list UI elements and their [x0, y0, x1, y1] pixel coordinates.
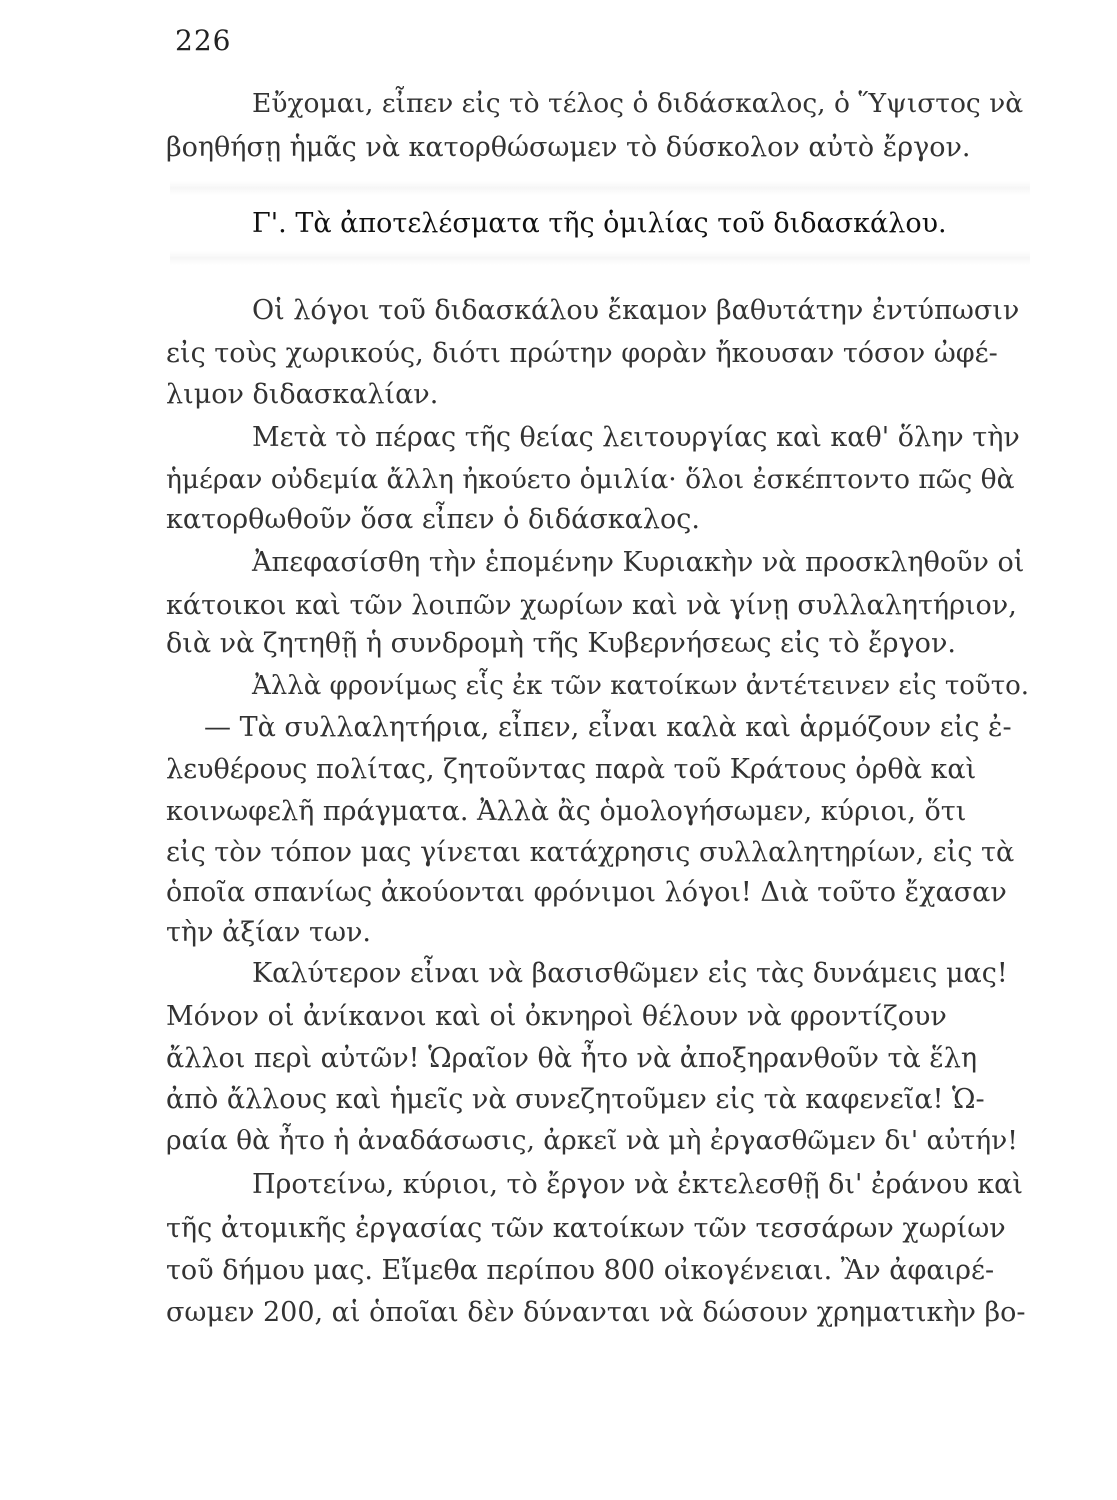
text-line: βοηθήσῃ ἡμᾶς νὰ κατορθώσωμεν τὸ δύσκολον αὐτὸ ἔργον. — [166, 132, 971, 163]
text-line: κάτοικοι καὶ τῶν λοιπῶν χωρίων καὶ νὰ γίνῃ συλλαλητήριον, — [166, 590, 1017, 621]
text-line: λιμον διδασκαλίαν. — [166, 379, 439, 410]
text-line: λευθέρους πολίτας, ζητοῦντας παρὰ τοῦ Κράτους ὀρθὰ καὶ — [166, 754, 977, 785]
text-line: ραία θὰ ἦτο ἡ ἀναδάσωσις, ἀρκεῖ νὰ μὴ ἐργασθῶμεν δι' αὐτήν! — [166, 1125, 1018, 1156]
text-line: Εὔχομαι, εἶπεν εἰς τὸ τέλος ὁ διδάσκαλος, ὁ Ὕψιστος νὰ — [252, 88, 1024, 119]
text-line: ὁποῖα σπανίως ἀκούονται φρόνιμοι λόγοι! Διὰ τοῦτο ἔχασαν — [166, 877, 1007, 908]
text-line: εἰς τοὺς χωρικούς, διότι πρώτην φορὰν ἤκουσαν τόσον ὠφέ- — [166, 338, 998, 369]
text-line: διὰ νὰ ζητηθῇ ἡ συνδρομὴ τῆς Κυβερνήσεως εἰς τὸ ἔργον. — [166, 628, 956, 659]
text-line: σωμεν 200, αἱ ὁποῖαι δὲν δύνανται νὰ δώσουν χρηματικὴν βο- — [166, 1297, 1026, 1328]
text-line: ἡμέραν οὐδεμία ἄλλη ἠκούετο ὁμιλία· ὅλοι ἐσκέπτοντο πῶς θὰ — [166, 464, 1015, 495]
faint-divider — [170, 181, 1030, 195]
text-line: Ἀπεφασίσθη τὴν ἑπομένην Κυριακὴν νὰ προσκληθοῦν οἱ — [252, 547, 1025, 578]
text-line: Οἱ λόγοι τοῦ διδασκάλου ἔκαμον βαθυτάτην ἐντύπωσιν — [252, 295, 1020, 326]
text-line: κατορθωθοῦν ὅσα εἶπεν ὁ διδάσκαλος. — [166, 504, 700, 535]
text-line: Μόνον οἱ ἀνίκανοι καὶ οἱ ὀκνηροὶ θέλουν νὰ φροντίζουν — [166, 1001, 947, 1032]
text-line: Καλύτερον εἶναι νὰ βασισθῶμεν εἰς τὰς δυνάμεις μας! — [252, 958, 1008, 989]
section-heading: Γ'. Τὰ ἀποτελέσματα τῆς ὁμιλίας τοῦ διδασκάλου. — [252, 208, 947, 239]
text-line: τοῦ δήμου μας. Εἴμεθα περίπου 800 οἰκογένειαι. Ἂν ἀφαιρέ- — [166, 1255, 995, 1286]
text-line: Μετὰ τὸ πέρας τῆς θείας λειτουργίας καὶ καθ' ὅλην τὴν — [252, 422, 1020, 453]
text-line: Ἀλλὰ φρονίμως εἷς ἐκ τῶν κατοίκων ἀντέτεινεν εἰς τοῦτο. — [252, 671, 1030, 701]
text-line: τὴν ἀξίαν των. — [166, 917, 371, 948]
page-number: 226 — [175, 24, 232, 57]
text-line: εἰς τὸν τόπον μας γίνεται κατάχρησις συλλαλητηρίων, εἰς τὰ — [166, 837, 1015, 868]
text-line: Προτείνω, κύριοι, τὸ ἔργον νὰ ἐκτελεσθῇ δι' ἐράνου καὶ — [252, 1169, 1023, 1200]
text-line: κοινωφελῆ πράγματα. Ἀλλὰ ἂς ὁμολογήσωμεν, κύριοι, ὅτι — [166, 796, 967, 827]
faint-divider — [170, 251, 1030, 265]
text-line: ἄλλοι περὶ αὐτῶν! Ὡραῖον θὰ ἦτο νὰ ἀποξηρανθοῦν τὰ ἕλη — [166, 1043, 978, 1074]
text-line: ἀπὸ ἄλλους καὶ ἡμεῖς νὰ συνεζητοῦμεν εἰς τὰ καφενεῖα! Ὡ- — [166, 1084, 985, 1115]
text-line: — Τὰ συλλαλητήρια, εἶπεν, εἶναι καλὰ καὶ ἁρμόζουν εἰς ἐ- — [204, 712, 1012, 743]
text-line: τῆς ἀτομικῆς ἐργασίας τῶν κατοίκων τῶν τεσσάρων χωρίων — [166, 1213, 1006, 1244]
